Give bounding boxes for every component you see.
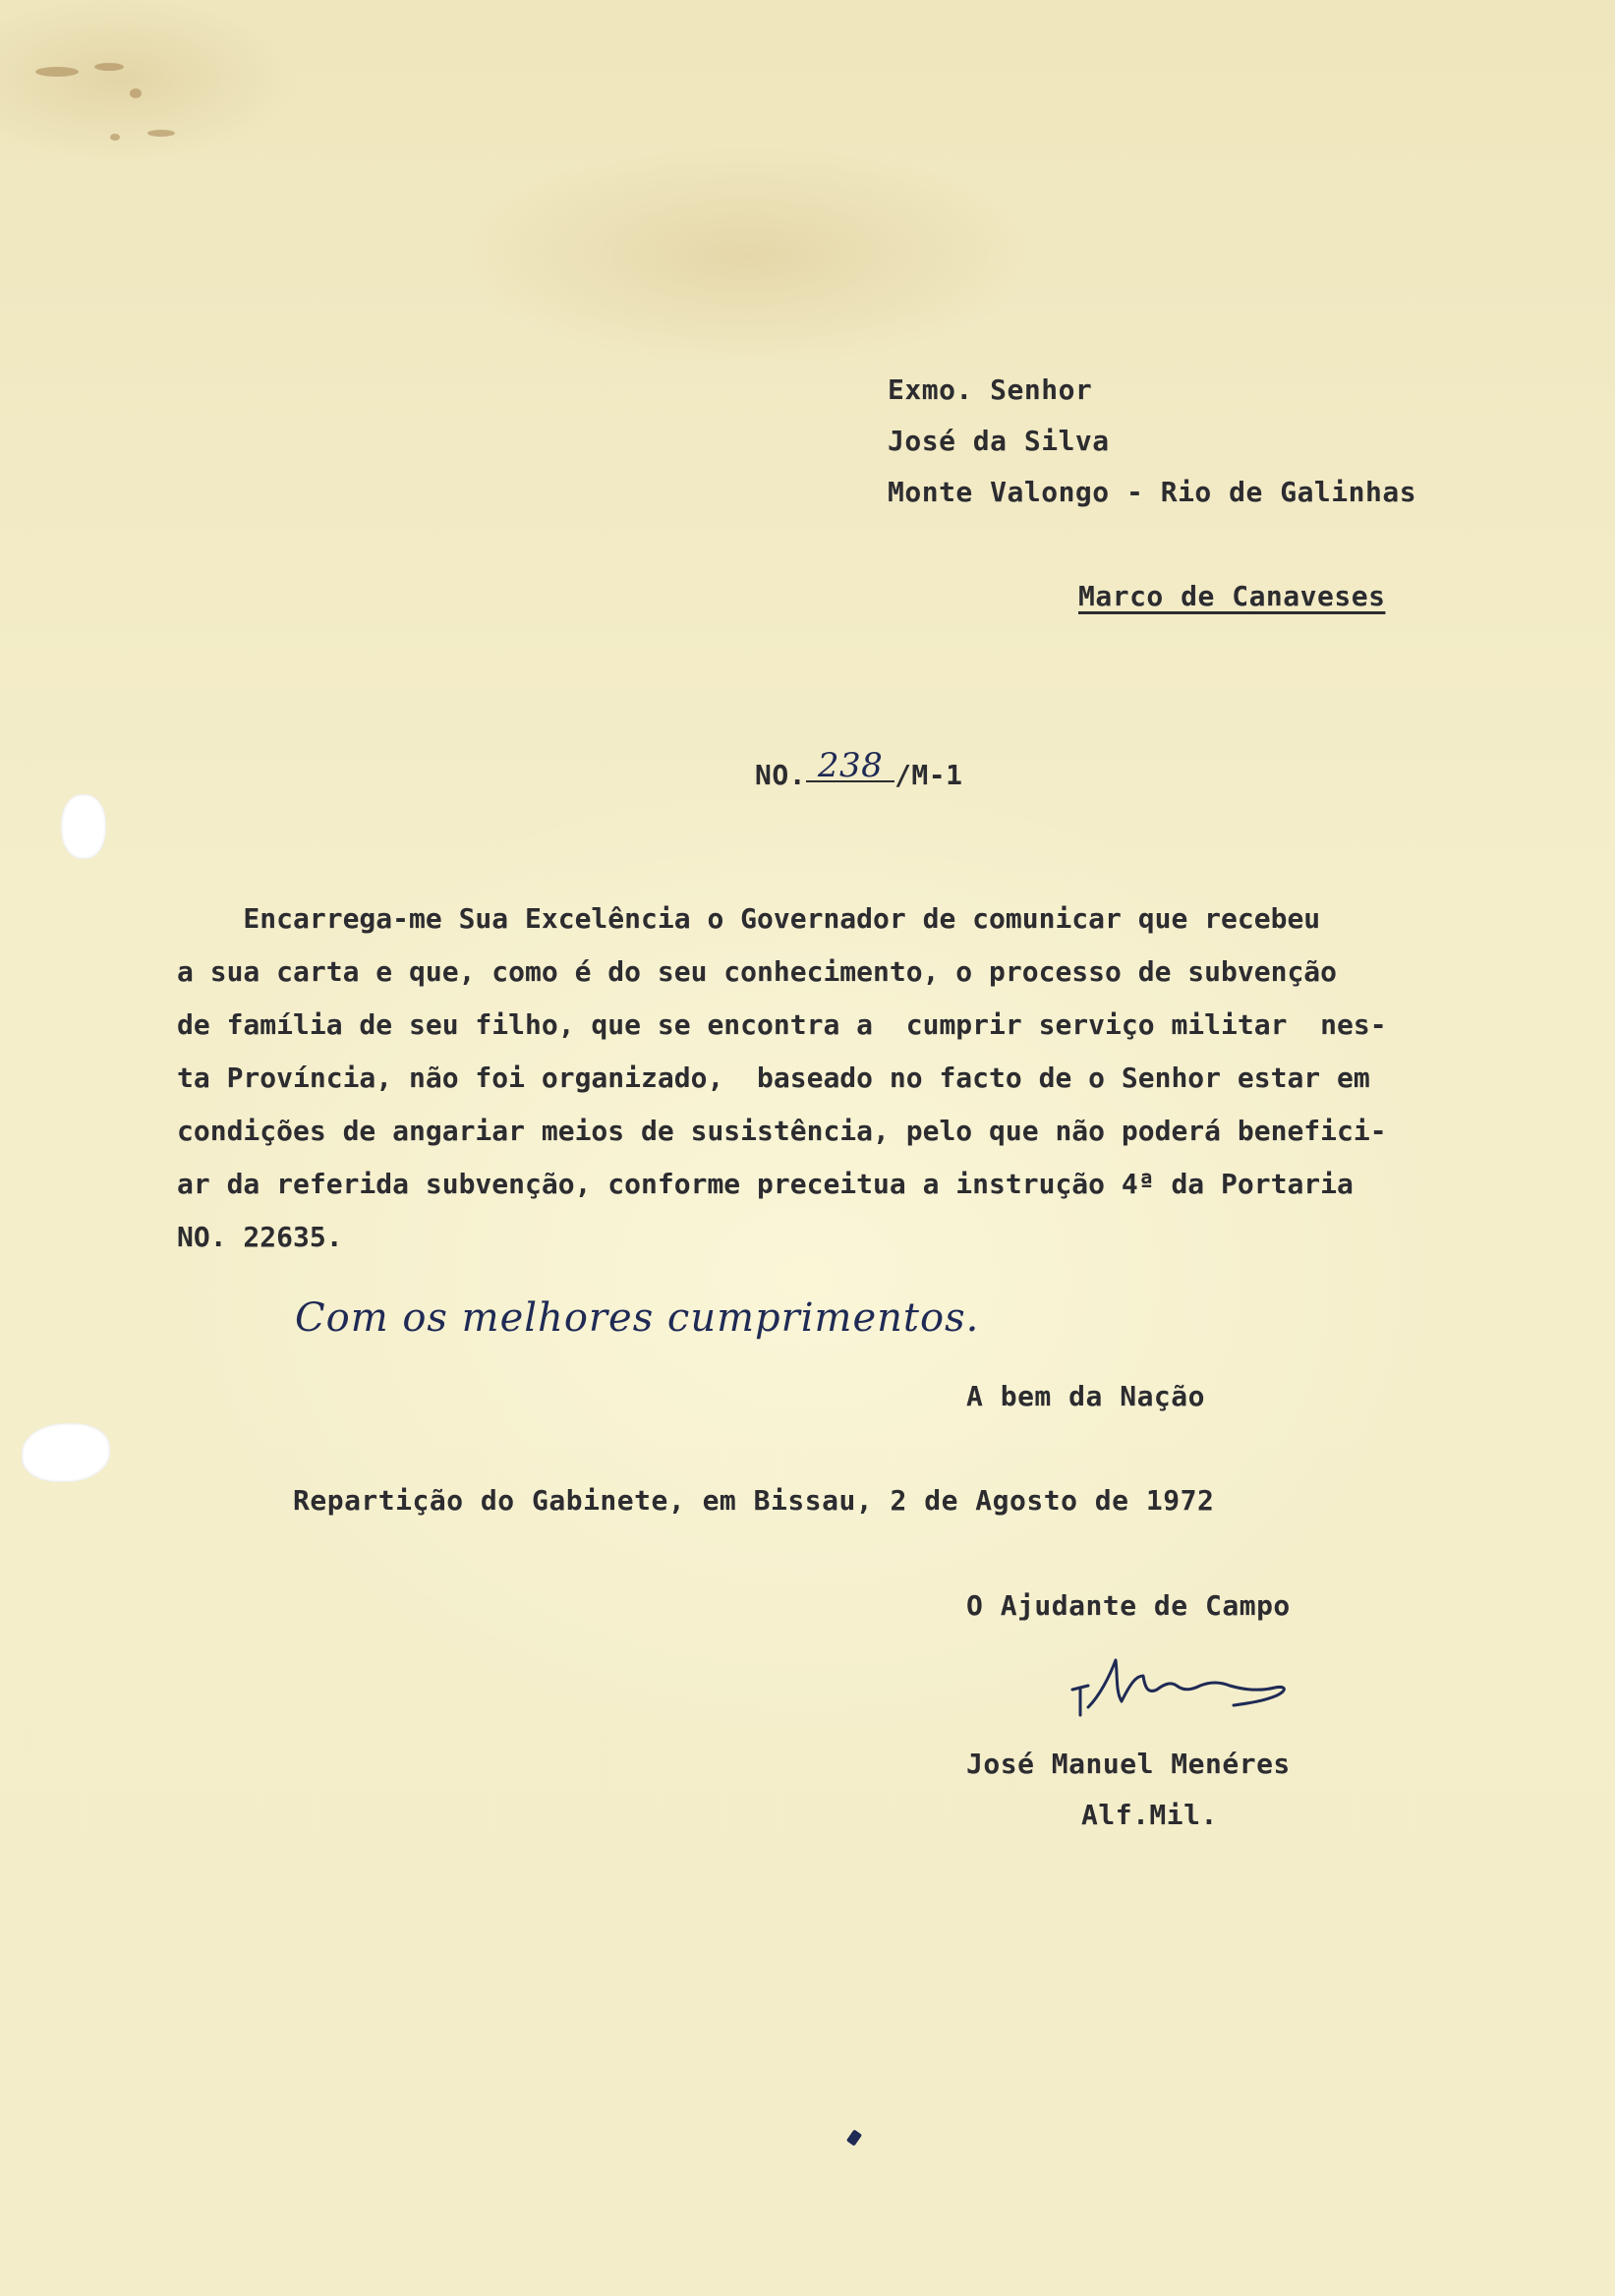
- closing-formula: A bem da Nação: [966, 1380, 1206, 1412]
- recipient-address: Monte Valongo - Rio de Galinhas: [888, 476, 1417, 508]
- signer-rank: Alf.Mil.: [1081, 1799, 1218, 1831]
- signer-name: José Manuel Menéres: [966, 1748, 1291, 1780]
- body-line: NO. 22635.: [177, 1221, 343, 1253]
- punch-hole: [22, 1423, 110, 1482]
- ink-fleck: [846, 2129, 862, 2146]
- rust-stain: [94, 63, 124, 71]
- salutation: Exmo. Senhor: [888, 373, 1093, 406]
- handwritten-signature: [1067, 1646, 1312, 1725]
- place-date: Repartição do Gabinete, em Bissau, 2 de Agosto de 1972: [293, 1484, 1215, 1517]
- reference-line: [755, 746, 963, 791]
- rust-stain: [130, 88, 142, 98]
- signer-role: O Ajudante de Campo: [966, 1589, 1291, 1622]
- reference-number-handwritten: 238: [806, 751, 894, 782]
- punch-hole: [61, 794, 106, 859]
- rust-stain: [110, 134, 120, 141]
- body-line: condições de angariar meios de susistência, pelo que não poderá benefici-: [177, 1115, 1387, 1147]
- reference-prefix: NO.: [755, 759, 807, 791]
- recipient-name: José da Silva: [888, 425, 1110, 457]
- rust-stain: [35, 67, 79, 77]
- body-line: ar da referida subvenção, conforme preceitua a instrução 4ª da Portaria: [177, 1168, 1354, 1200]
- recipient-locality: Marco de Canaveses: [1078, 580, 1386, 612]
- body-line: a sua carta e que, como é do seu conhecimento, o processo de subvenção: [177, 955, 1338, 988]
- body-line: Encarrega-me Sua Excelência o Governador de comunicar que recebeu: [177, 902, 1321, 935]
- rust-stain: [147, 130, 175, 137]
- reference-suffix: /M-1: [894, 759, 963, 791]
- body-line: ta Província, não foi organizado, baseado no facto de o Senhor estar em: [177, 1062, 1370, 1094]
- body-line: de família de seu filho, que se encontra a cumprir serviço militar nes-: [177, 1008, 1387, 1041]
- handwritten-closing: Com os melhores cumprimentos.: [295, 1295, 980, 1341]
